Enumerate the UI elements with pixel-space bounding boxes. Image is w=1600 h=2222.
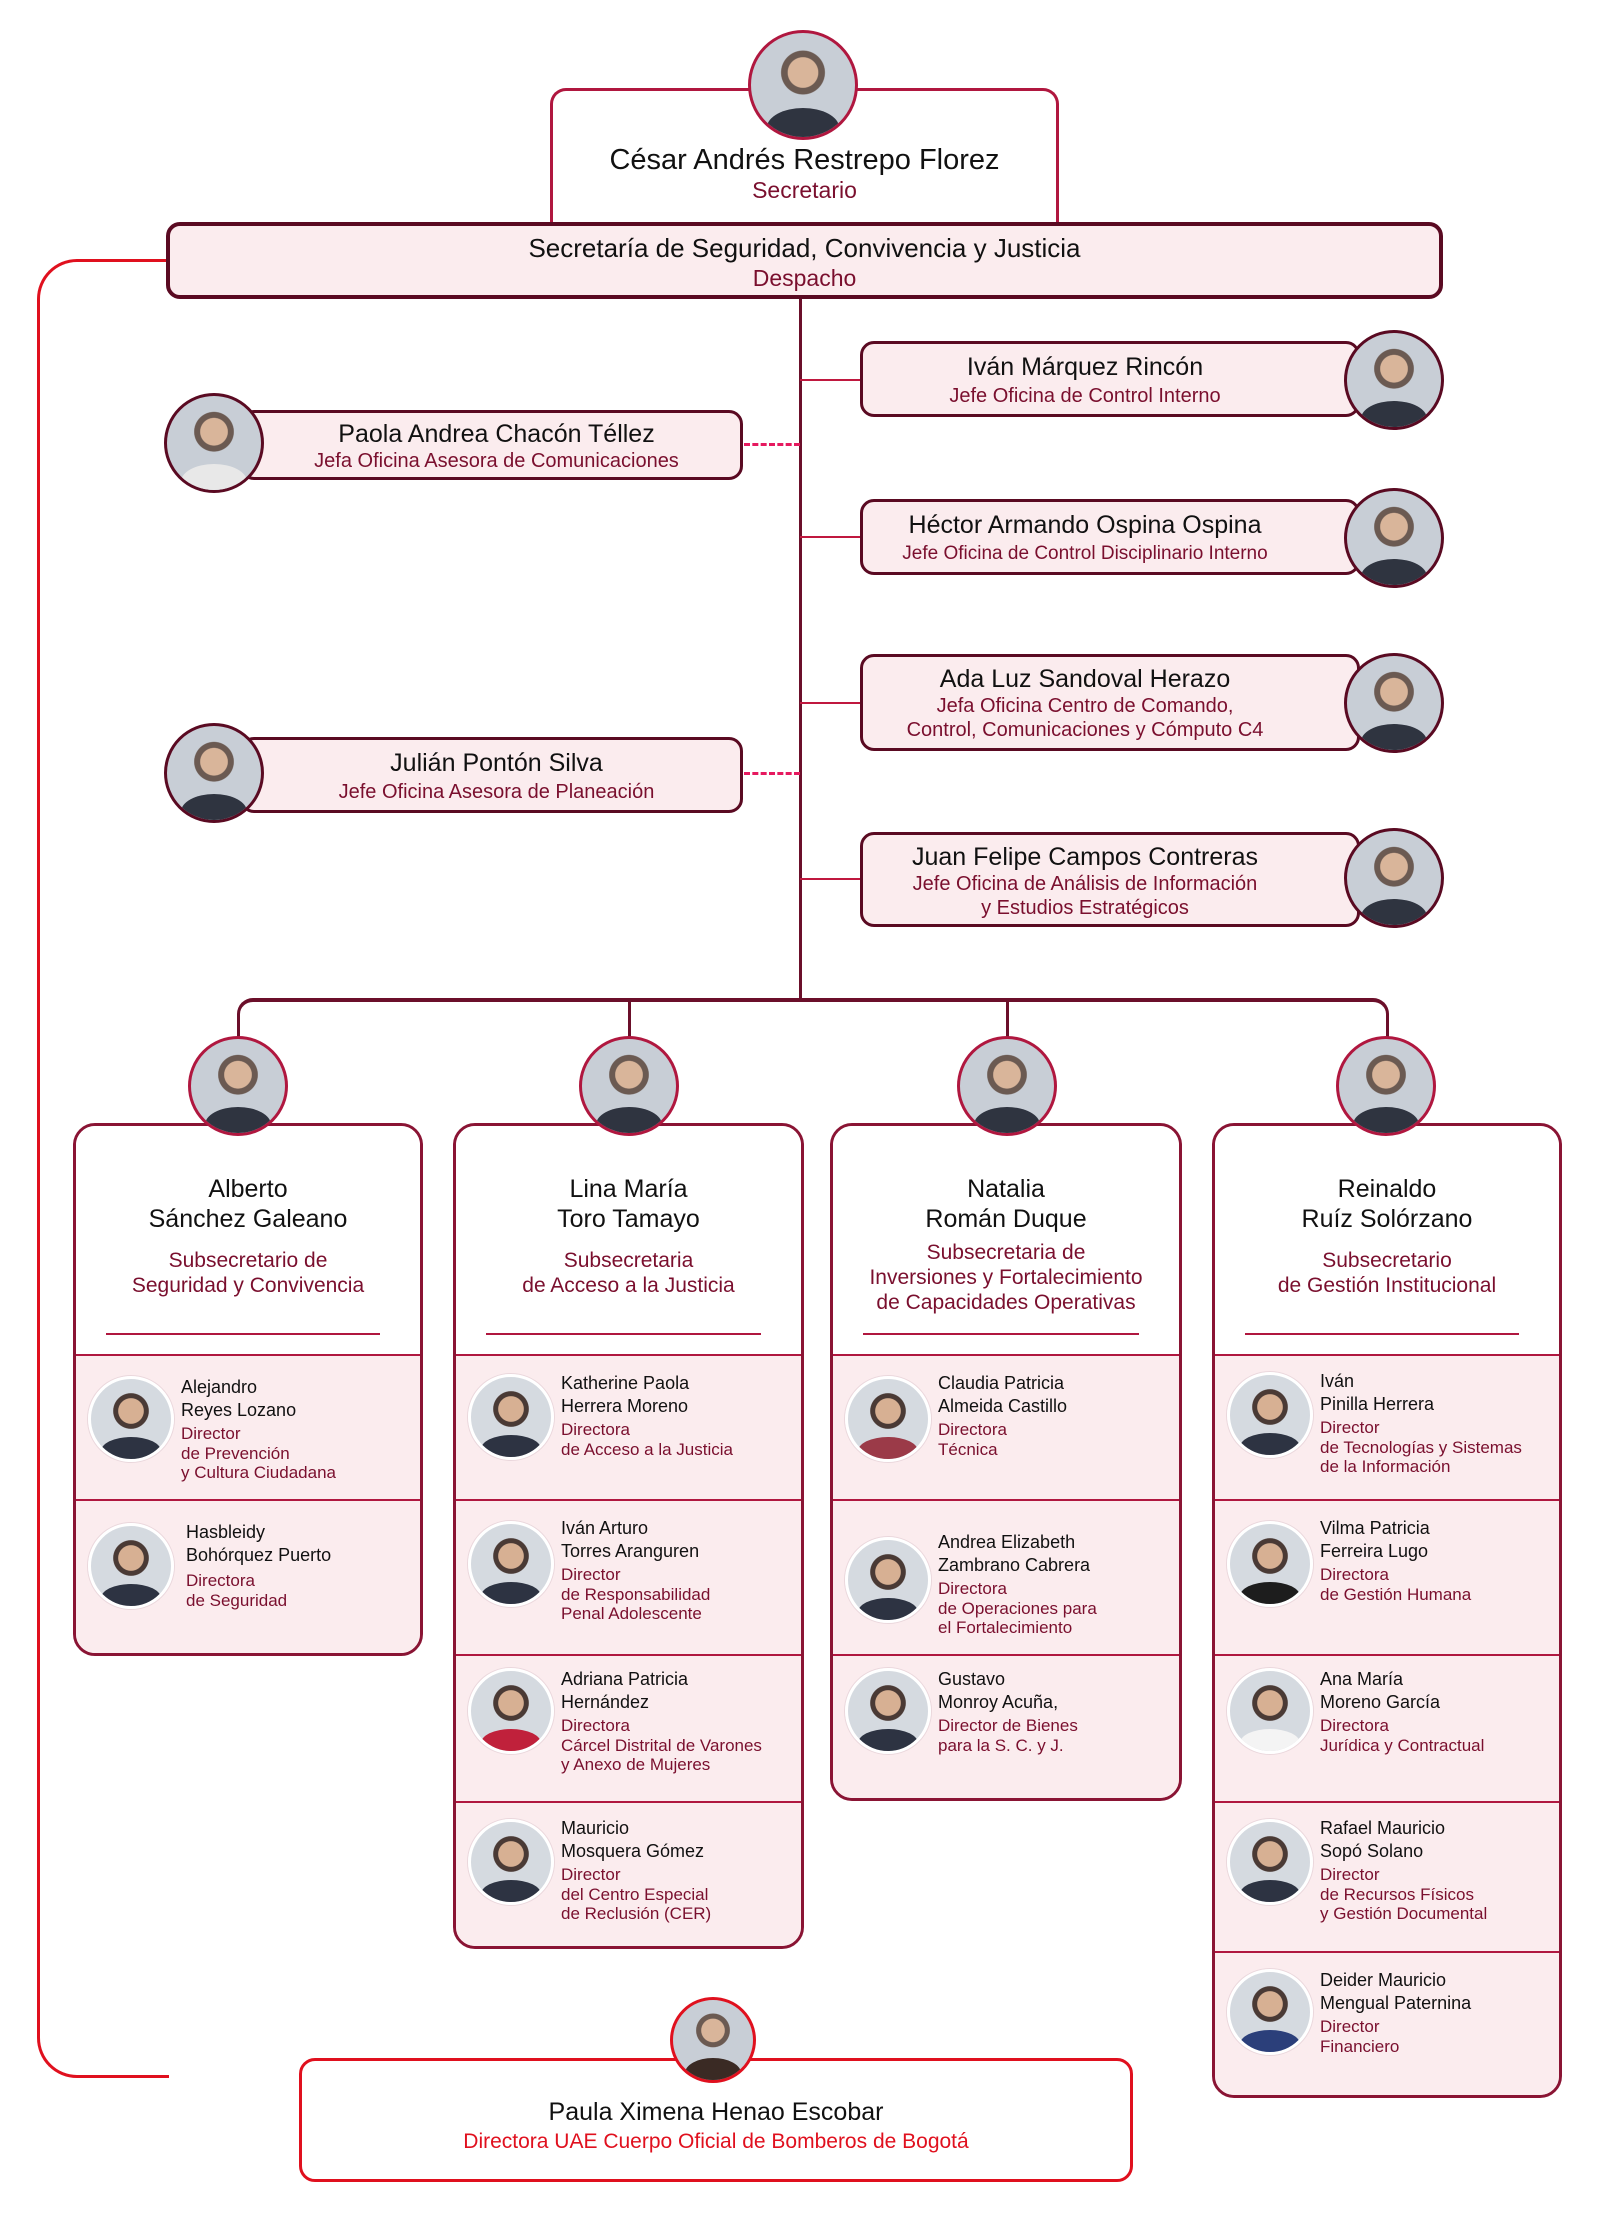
sub-avatar-4 (1336, 1036, 1436, 1136)
divider (486, 1333, 761, 1335)
director-name: Mosquera Gómez (561, 1841, 705, 1861)
director-name: Almeida Castillo (938, 1396, 1068, 1416)
sub-name-1: Natalia (967, 1175, 1045, 1203)
sub-role-1: Subsecretaria (563, 1249, 694, 1272)
advisor-avatar-2 (164, 723, 264, 823)
director-name: Zambrano Cabrera (938, 1555, 1091, 1575)
office-right-avatar-1 (1344, 330, 1444, 430)
director-avatar (468, 1668, 554, 1754)
director-name: Sopó Solano (1320, 1841, 1424, 1861)
branch-right-3 (800, 702, 862, 704)
director-role: Director (1320, 2017, 1380, 2036)
secretary-role: Secretario (752, 177, 857, 203)
fire-dept-avatar (670, 1997, 756, 2083)
director-role: para la S. C. y J. (938, 1735, 1064, 1755)
director-role: del Centro Especial (561, 1884, 709, 1904)
director-avatar (88, 1523, 174, 1609)
office-head-name: Juan Felipe Campos Contreras (912, 843, 1258, 871)
director-role: Penal Adolescente (561, 1604, 702, 1623)
advisor-name: Paola Andrea Chacón Téllez (338, 420, 655, 448)
branch-right-4 (800, 878, 862, 880)
office-head-name: Iván Márquez Rincón (966, 353, 1204, 381)
director-row (833, 1499, 1179, 1654)
director-name: Adriana Patricia (561, 1669, 689, 1689)
sub-card-1 (73, 1123, 423, 1656)
director-row (1215, 1801, 1559, 1951)
sub-role-2: de Gestión Institucional (1277, 1274, 1497, 1297)
director-role: de Responsabilidad (561, 1584, 711, 1604)
sub-name-2: Sánchez Galeano (148, 1205, 348, 1233)
director-role: de Operaciones para (938, 1598, 1097, 1618)
divider (863, 1333, 1139, 1335)
director-avatar (845, 1376, 931, 1462)
office-right-avatar-4 (1344, 828, 1444, 928)
director-row (456, 1499, 801, 1654)
advisor-avatar-1 (164, 393, 264, 493)
director-role: Director (561, 1565, 621, 1584)
secretary-avatar (748, 30, 858, 140)
sub-role-2: Seguridad y Convivencia (131, 1274, 365, 1297)
branch-right-2 (800, 536, 862, 538)
director-role: Director (181, 1424, 241, 1443)
director-row (833, 1354, 1179, 1500)
director-name: Monroy Acuña, (938, 1692, 1059, 1712)
director-name: Deider Mauricio (1320, 1970, 1447, 1990)
divider (1245, 1333, 1519, 1335)
sub-name-1: Alberto (208, 1175, 288, 1203)
sub-role-2: Inversiones y Fortalecimiento (869, 1266, 1143, 1289)
director-name: Katherine Paola (561, 1373, 690, 1393)
sub-bar (237, 998, 1389, 1038)
sub-role-1: Subsecretario (1322, 1249, 1452, 1272)
director-avatar (468, 1819, 554, 1905)
director-role: Directora (561, 1716, 630, 1735)
sub-card-head (1215, 1126, 1559, 1356)
fire-dept-role: Directora UAE Cuerpo Oficial de Bomberos de Bogotá (463, 2130, 969, 2153)
director-name: Moreno García (1320, 1692, 1441, 1712)
director-role: Director (1320, 1865, 1380, 1884)
director-row (1215, 1499, 1559, 1654)
director-role: y Cultura Ciudadana (181, 1463, 336, 1482)
office-right-4 (860, 832, 1360, 927)
office-head-role-1: Jefa Oficina Centro de Comando, (936, 695, 1234, 717)
sub-name-1: Reinaldo (1337, 1175, 1437, 1203)
director-role: de Recursos Físicos (1320, 1884, 1474, 1904)
director-row (76, 1499, 420, 1656)
office-role: Despacho (752, 265, 857, 291)
director-role: de Reclusión (CER) (561, 1904, 712, 1923)
director-row (833, 1654, 1179, 1801)
director-role: Directora (1320, 1565, 1389, 1584)
office-right-2 (860, 499, 1360, 575)
sub-card-head (456, 1126, 801, 1356)
director-role: Técnica (938, 1439, 998, 1459)
director-name: Vilma Patricia (1320, 1518, 1430, 1538)
director-role: Director de Bienes (938, 1716, 1078, 1735)
office-head-name: Ada Luz Sandoval Herazo (939, 665, 1231, 693)
office-right-avatar-2 (1344, 488, 1444, 588)
sub-drop-3 (1006, 1000, 1009, 1040)
director-name: Pinilla Herrera (1320, 1394, 1435, 1414)
sub-card-3 (830, 1123, 1182, 1801)
director-name: Andrea Elizabeth (938, 1532, 1076, 1552)
director-avatar (468, 1521, 554, 1607)
divider (106, 1333, 380, 1335)
sub-avatar-1 (188, 1036, 288, 1136)
director-role: de Gestión Humana (1320, 1584, 1472, 1604)
director-role: de Tecnologías y Sistemas (1320, 1437, 1522, 1457)
director-role: Directora (938, 1579, 1007, 1598)
director-row (1215, 1951, 1559, 2098)
sub-name-2: Toro Tamayo (557, 1205, 700, 1233)
sub-role-2: de Acceso a la Justicia (522, 1274, 735, 1297)
sub-drop-2 (628, 1000, 631, 1040)
sub-role-3: de Capacidades Operativas (876, 1291, 1136, 1314)
sub-name-2: Román Duque (925, 1205, 1087, 1233)
main-trunk (799, 299, 802, 1001)
director-row (1215, 1354, 1559, 1500)
director-role: el Fortalecimiento (938, 1618, 1073, 1637)
office-head-role-2: y Estudios Estratégicos (981, 897, 1189, 919)
director-name: Gustavo (938, 1669, 1006, 1689)
sub-card-head (76, 1126, 420, 1356)
office-right-avatar-3 (1344, 653, 1444, 753)
director-avatar (1227, 1969, 1313, 2055)
director-role: de Acceso a la Justicia (561, 1439, 733, 1459)
director-name: Hasbleidy (186, 1522, 266, 1542)
director-row (456, 1354, 801, 1500)
sub-avatar-3 (957, 1036, 1057, 1136)
director-name: Mauricio (561, 1818, 630, 1838)
director-role: Directora (1320, 1716, 1389, 1735)
director-row (456, 1654, 801, 1802)
director-role: Financiero (1320, 2036, 1400, 2056)
director-name: Claudia Patricia (938, 1373, 1065, 1393)
director-role: Directora (561, 1420, 630, 1439)
advisor-role: Jefa Oficina Asesora de Comunicaciones (314, 450, 679, 472)
director-name: Ana María (1320, 1669, 1404, 1689)
director-avatar (845, 1537, 931, 1623)
fire-dept-name: Paula Ximena Henao Escobar (548, 2098, 884, 2126)
advisor-name: Julián Pontón Silva (390, 749, 603, 777)
director-role: y Anexo de Mujeres (561, 1755, 711, 1774)
sub-avatar-2 (579, 1036, 679, 1136)
director-role: de Seguridad (186, 1590, 288, 1610)
office-head-role-2: Control, Comunicaciones y Cómputo C4 (906, 719, 1264, 741)
director-name: Bohórquez Puerto (186, 1545, 332, 1565)
director-name: Iván Arturo (561, 1518, 649, 1538)
advisor-box-1 (240, 410, 743, 480)
advisor-role: Jefe Oficina Asesora de Planeación (338, 781, 655, 803)
director-name: Iván (1320, 1371, 1355, 1391)
sub-card-4 (1212, 1123, 1562, 2098)
director-role: Director (1320, 1418, 1380, 1437)
director-row (456, 1801, 801, 1949)
sub-role-1: Subsecretaria de (926, 1241, 1086, 1264)
director-role: de Prevención (181, 1443, 290, 1463)
director-role: de la Información (1320, 1457, 1451, 1476)
advisor-box-2 (240, 737, 743, 813)
director-role: Directora (186, 1571, 255, 1590)
director-name: Ferreira Lugo (1320, 1541, 1429, 1561)
director-avatar (468, 1374, 554, 1460)
secretary-label (550, 143, 1059, 203)
director-name: Mengual Paternina (1320, 1993, 1472, 2013)
director-role: Jurídica y Contractual (1320, 1735, 1485, 1755)
director-role: Directora (938, 1420, 1007, 1439)
director-avatar (1227, 1819, 1313, 1905)
office-right-1 (860, 341, 1360, 417)
director-name: Hernández (561, 1692, 650, 1712)
branch-right-1 (800, 379, 862, 381)
sub-card-head (833, 1126, 1179, 1356)
dashed-link-1 (744, 443, 800, 446)
director-name: Alejandro (181, 1377, 258, 1397)
sub-role-1: Subsecretario de (168, 1249, 328, 1272)
director-name: Rafael Mauricio (1320, 1818, 1446, 1838)
director-avatar (845, 1668, 931, 1754)
director-row (76, 1354, 420, 1500)
office-head-role: Jefe Oficina de Control Interno (949, 385, 1221, 407)
director-role: y Gestión Documental (1320, 1904, 1488, 1923)
director-row (1215, 1654, 1559, 1802)
office-right-3 (860, 654, 1360, 751)
sub-card-2 (453, 1123, 804, 1949)
sub-name-2: Ruíz Solórzano (1301, 1205, 1473, 1233)
office-head-role-1: Jefe Oficina de Análisis de Información (912, 873, 1258, 895)
director-avatar (1227, 1668, 1313, 1754)
office-name: Secretaría de Seguridad, Convivencia y Justicia (528, 233, 1081, 263)
director-role: Director (561, 1865, 621, 1884)
director-name: Reyes Lozano (181, 1400, 297, 1420)
secretary-name: César Andrés Restrepo Florez (609, 144, 1000, 176)
sub-name-1: Lina María (569, 1175, 688, 1203)
director-avatar (88, 1376, 174, 1462)
director-avatar (1227, 1521, 1313, 1607)
office-head-role: Jefe Oficina de Control Disciplinario Interno (902, 543, 1268, 564)
office-head-name: Héctor Armando Ospina Ospina (908, 511, 1262, 539)
office-box (166, 222, 1443, 299)
director-name: Torres Aranguren (561, 1541, 700, 1561)
dashed-link-2 (744, 772, 800, 775)
director-name: Herrera Moreno (561, 1396, 689, 1416)
director-role: Cárcel Distrital de Varones (561, 1735, 762, 1755)
director-avatar (1227, 1372, 1313, 1458)
